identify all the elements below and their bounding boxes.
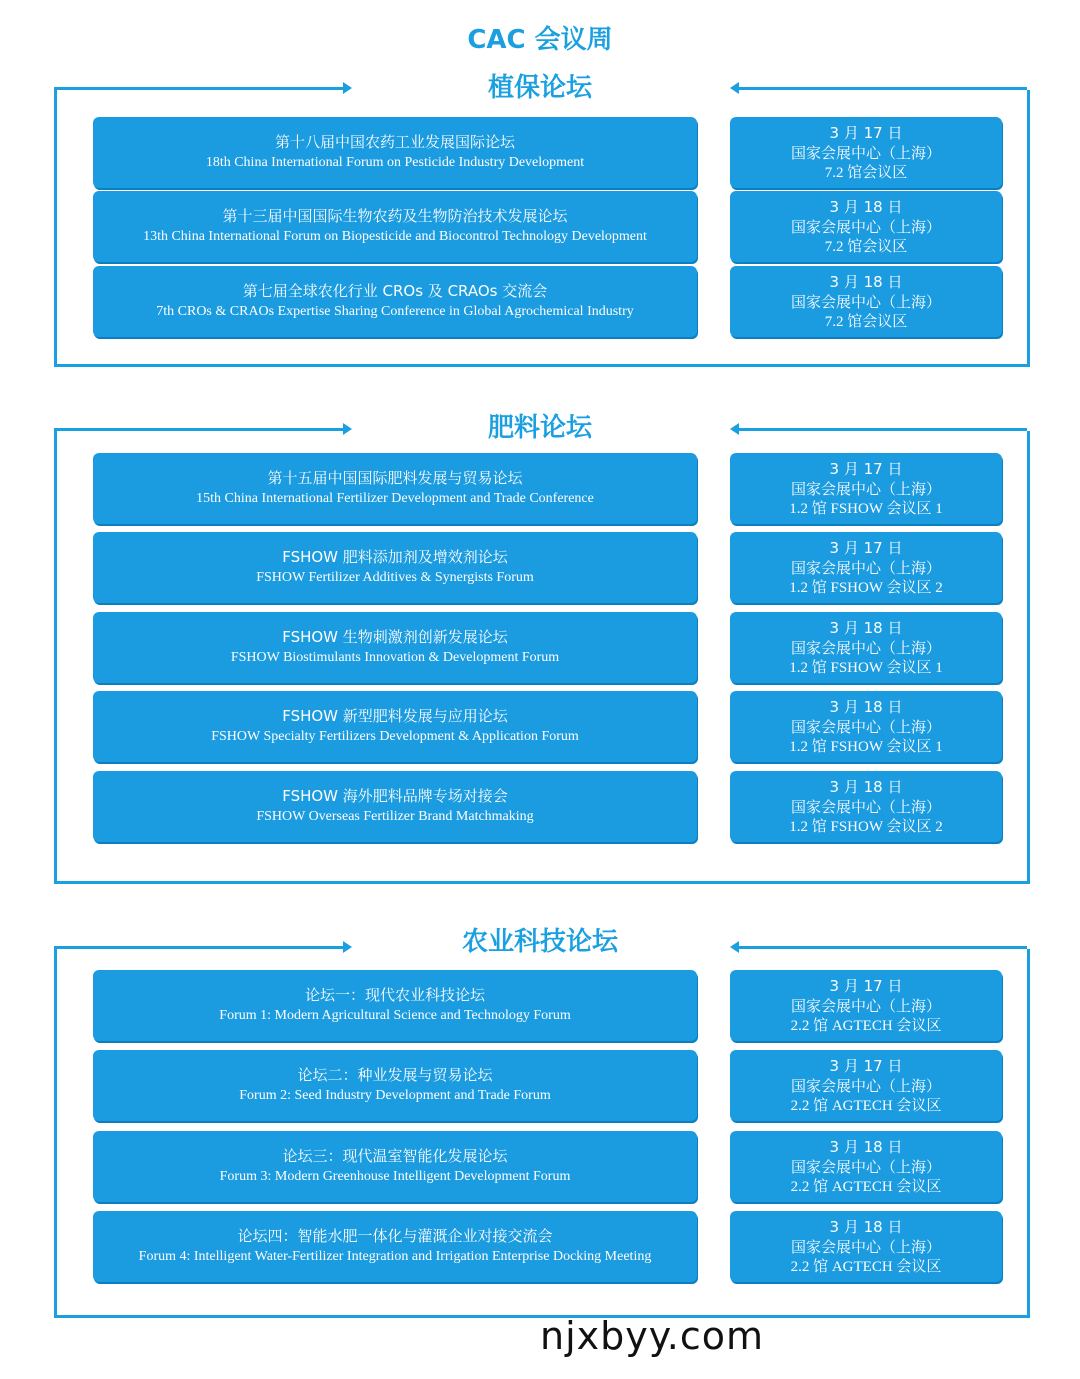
forum-venue: 国家会展中心（上海） bbox=[790, 996, 941, 1015]
forum-card bbox=[93, 612, 697, 683]
forum-date: 3 月 18 日 bbox=[829, 697, 903, 716]
forum-hall: 1.2 馆 FSHOW 会议区 1 bbox=[789, 500, 943, 517]
forum-name-en: Forum 1: Modern Agricultural Science and Technology Forum bbox=[219, 1008, 571, 1023]
forum-name-en: FSHOW Biostimulants Innovation & Development Forum bbox=[230, 650, 560, 665]
forum-venue: 国家会展中心（上海） bbox=[790, 292, 941, 311]
forum-card bbox=[93, 1050, 697, 1121]
forum-name-en: Forum 3: Modern Greenhouse Intelligent Development Forum bbox=[219, 1169, 571, 1184]
forum-date: 3 月 17 日 bbox=[829, 538, 903, 557]
forum-card bbox=[93, 532, 697, 603]
forum-card bbox=[93, 691, 697, 762]
forum-hall: 7.2 馆会议区 bbox=[824, 238, 908, 255]
forum-venue: 国家会展中心（上海） bbox=[790, 1157, 941, 1176]
forum-venue: 国家会展中心（上海） bbox=[790, 638, 941, 657]
page-title: CAC 会议周 bbox=[467, 25, 613, 55]
forum-date: 3 月 18 日 bbox=[829, 272, 903, 291]
forum-info-card bbox=[730, 1131, 1002, 1202]
forum-info-card bbox=[730, 532, 1002, 603]
forum-name-en: 7th CROs & CRAOs Expertise Sharing Conference in Global Agrochemical Industry bbox=[156, 304, 634, 319]
section-title: 植保论坛 bbox=[487, 73, 592, 103]
forum-card bbox=[93, 191, 697, 262]
forum-name-zh: FSHOW 肥料添加剂及增效剂论坛 bbox=[282, 548, 508, 566]
watermark-text: njxbyy.com bbox=[540, 1314, 765, 1358]
forum-venue: 国家会展中心（上海） bbox=[790, 558, 941, 577]
section-title: 农业科技论坛 bbox=[461, 927, 618, 957]
forum-name-zh: FSHOW 新型肥料发展与应用论坛 bbox=[282, 707, 508, 725]
forum-date: 3 月 17 日 bbox=[829, 459, 903, 478]
forum-venue: 国家会展中心（上海） bbox=[790, 797, 941, 816]
section-title: 肥料论坛 bbox=[487, 413, 592, 443]
forum-date: 3 月 18 日 bbox=[829, 1217, 903, 1236]
forum-card bbox=[93, 970, 697, 1041]
forum-name-en: Forum 2: Seed Industry Development and Trade Forum bbox=[239, 1088, 551, 1103]
forum-info-card bbox=[730, 691, 1002, 762]
forum-name-zh: 第十三届中国国际生物农药及生物防治技术发展论坛 bbox=[222, 207, 568, 225]
forum-name-zh: 论坛四：智能水肥一体化与灌溉企业对接交流会 bbox=[237, 1227, 553, 1245]
forum-info-card bbox=[730, 1211, 1002, 1282]
forum-name-en: FSHOW Fertilizer Additives & Synergists Forum bbox=[256, 570, 534, 585]
forum-name-en: 15th China International Fertilizer Development and Trade Conference bbox=[196, 491, 594, 506]
forum-info-card bbox=[730, 612, 1002, 683]
forum-info-card bbox=[730, 117, 1002, 188]
forum-card bbox=[93, 1131, 697, 1202]
forum-name-zh: 第七届全球农化行业 CROs 及 CRAOs 交流会 bbox=[242, 282, 548, 300]
forum-date: 3 月 17 日 bbox=[829, 1056, 903, 1075]
forum-card bbox=[93, 771, 697, 842]
forum-hall: 1.2 馆 FSHOW 会议区 2 bbox=[789, 579, 943, 596]
forum-card bbox=[93, 453, 697, 524]
forum-info-card bbox=[730, 970, 1002, 1041]
forum-name-en: 13th China International Forum on Biopesticide and Biocontrol Technology Development bbox=[143, 229, 647, 244]
forum-card bbox=[93, 266, 697, 337]
forum-hall: 1.2 馆 FSHOW 会议区 1 bbox=[789, 738, 943, 755]
forum-date: 3 月 18 日 bbox=[829, 618, 903, 637]
forum-date: 3 月 18 日 bbox=[829, 197, 903, 216]
forum-hall: 7.2 馆会议区 bbox=[824, 164, 908, 181]
forum-hall: 2.2 馆 AGTECH 会议区 bbox=[790, 1017, 942, 1034]
forum-hall: 1.2 馆 FSHOW 会议区 2 bbox=[789, 818, 943, 835]
forum-card bbox=[93, 117, 697, 188]
forum-name-zh: 论坛一：现代农业科技论坛 bbox=[304, 986, 485, 1004]
forum-hall: 1.2 馆 FSHOW 会议区 1 bbox=[789, 659, 943, 676]
forum-venue: 国家会展中心（上海） bbox=[790, 1237, 941, 1256]
forum-info-card bbox=[730, 1050, 1002, 1121]
forum-info-card bbox=[730, 771, 1002, 842]
forum-hall: 7.2 馆会议区 bbox=[824, 313, 908, 330]
forum-name-zh: 第十五届中国国际肥料发展与贸易论坛 bbox=[267, 469, 523, 487]
forum-venue: 国家会展中心（上海） bbox=[790, 143, 941, 162]
forum-date: 3 月 18 日 bbox=[829, 777, 903, 796]
forum-name-zh: FSHOW 生物刺激剂创新发展论坛 bbox=[282, 628, 508, 646]
forum-name-en: FSHOW Specialty Fertilizers Development & Application Forum bbox=[211, 729, 579, 744]
forum-venue: 国家会展中心（上海） bbox=[790, 217, 941, 236]
forum-venue: 国家会展中心（上海） bbox=[790, 717, 941, 736]
forum-hall: 2.2 馆 AGTECH 会议区 bbox=[790, 1097, 942, 1114]
forum-venue: 国家会展中心（上海） bbox=[790, 1076, 941, 1095]
forum-name-en: Forum 4: Intelligent Water-Fertilizer Integration and Irrigation Enterprise Docking Meeting bbox=[138, 1249, 652, 1264]
forum-date: 3 月 17 日 bbox=[829, 976, 903, 995]
forum-name-zh: 论坛三：现代温室智能化发展论坛 bbox=[282, 1147, 508, 1165]
forum-venue: 国家会展中心（上海） bbox=[790, 479, 941, 498]
forum-name-zh: 论坛二：种业发展与贸易论坛 bbox=[297, 1066, 493, 1084]
forum-date: 3 月 18 日 bbox=[829, 1137, 903, 1156]
forum-info-card bbox=[730, 191, 1002, 262]
forum-name-zh: FSHOW 海外肥料品牌专场对接会 bbox=[282, 787, 508, 805]
forum-info-card bbox=[730, 266, 1002, 337]
forum-hall: 2.2 馆 AGTECH 会议区 bbox=[790, 1178, 942, 1195]
forum-name-en: FSHOW Overseas Fertilizer Brand Matchmaking bbox=[256, 809, 534, 824]
forum-date: 3 月 17 日 bbox=[829, 123, 903, 142]
forum-info-card bbox=[730, 453, 1002, 524]
forum-name-en: 18th China International Forum on Pesticide Industry Development bbox=[205, 155, 585, 170]
forum-name-zh: 第十八届中国农药工业发展国际论坛 bbox=[274, 133, 515, 151]
forum-card bbox=[93, 1211, 697, 1282]
forum-hall: 2.2 馆 AGTECH 会议区 bbox=[790, 1258, 942, 1275]
